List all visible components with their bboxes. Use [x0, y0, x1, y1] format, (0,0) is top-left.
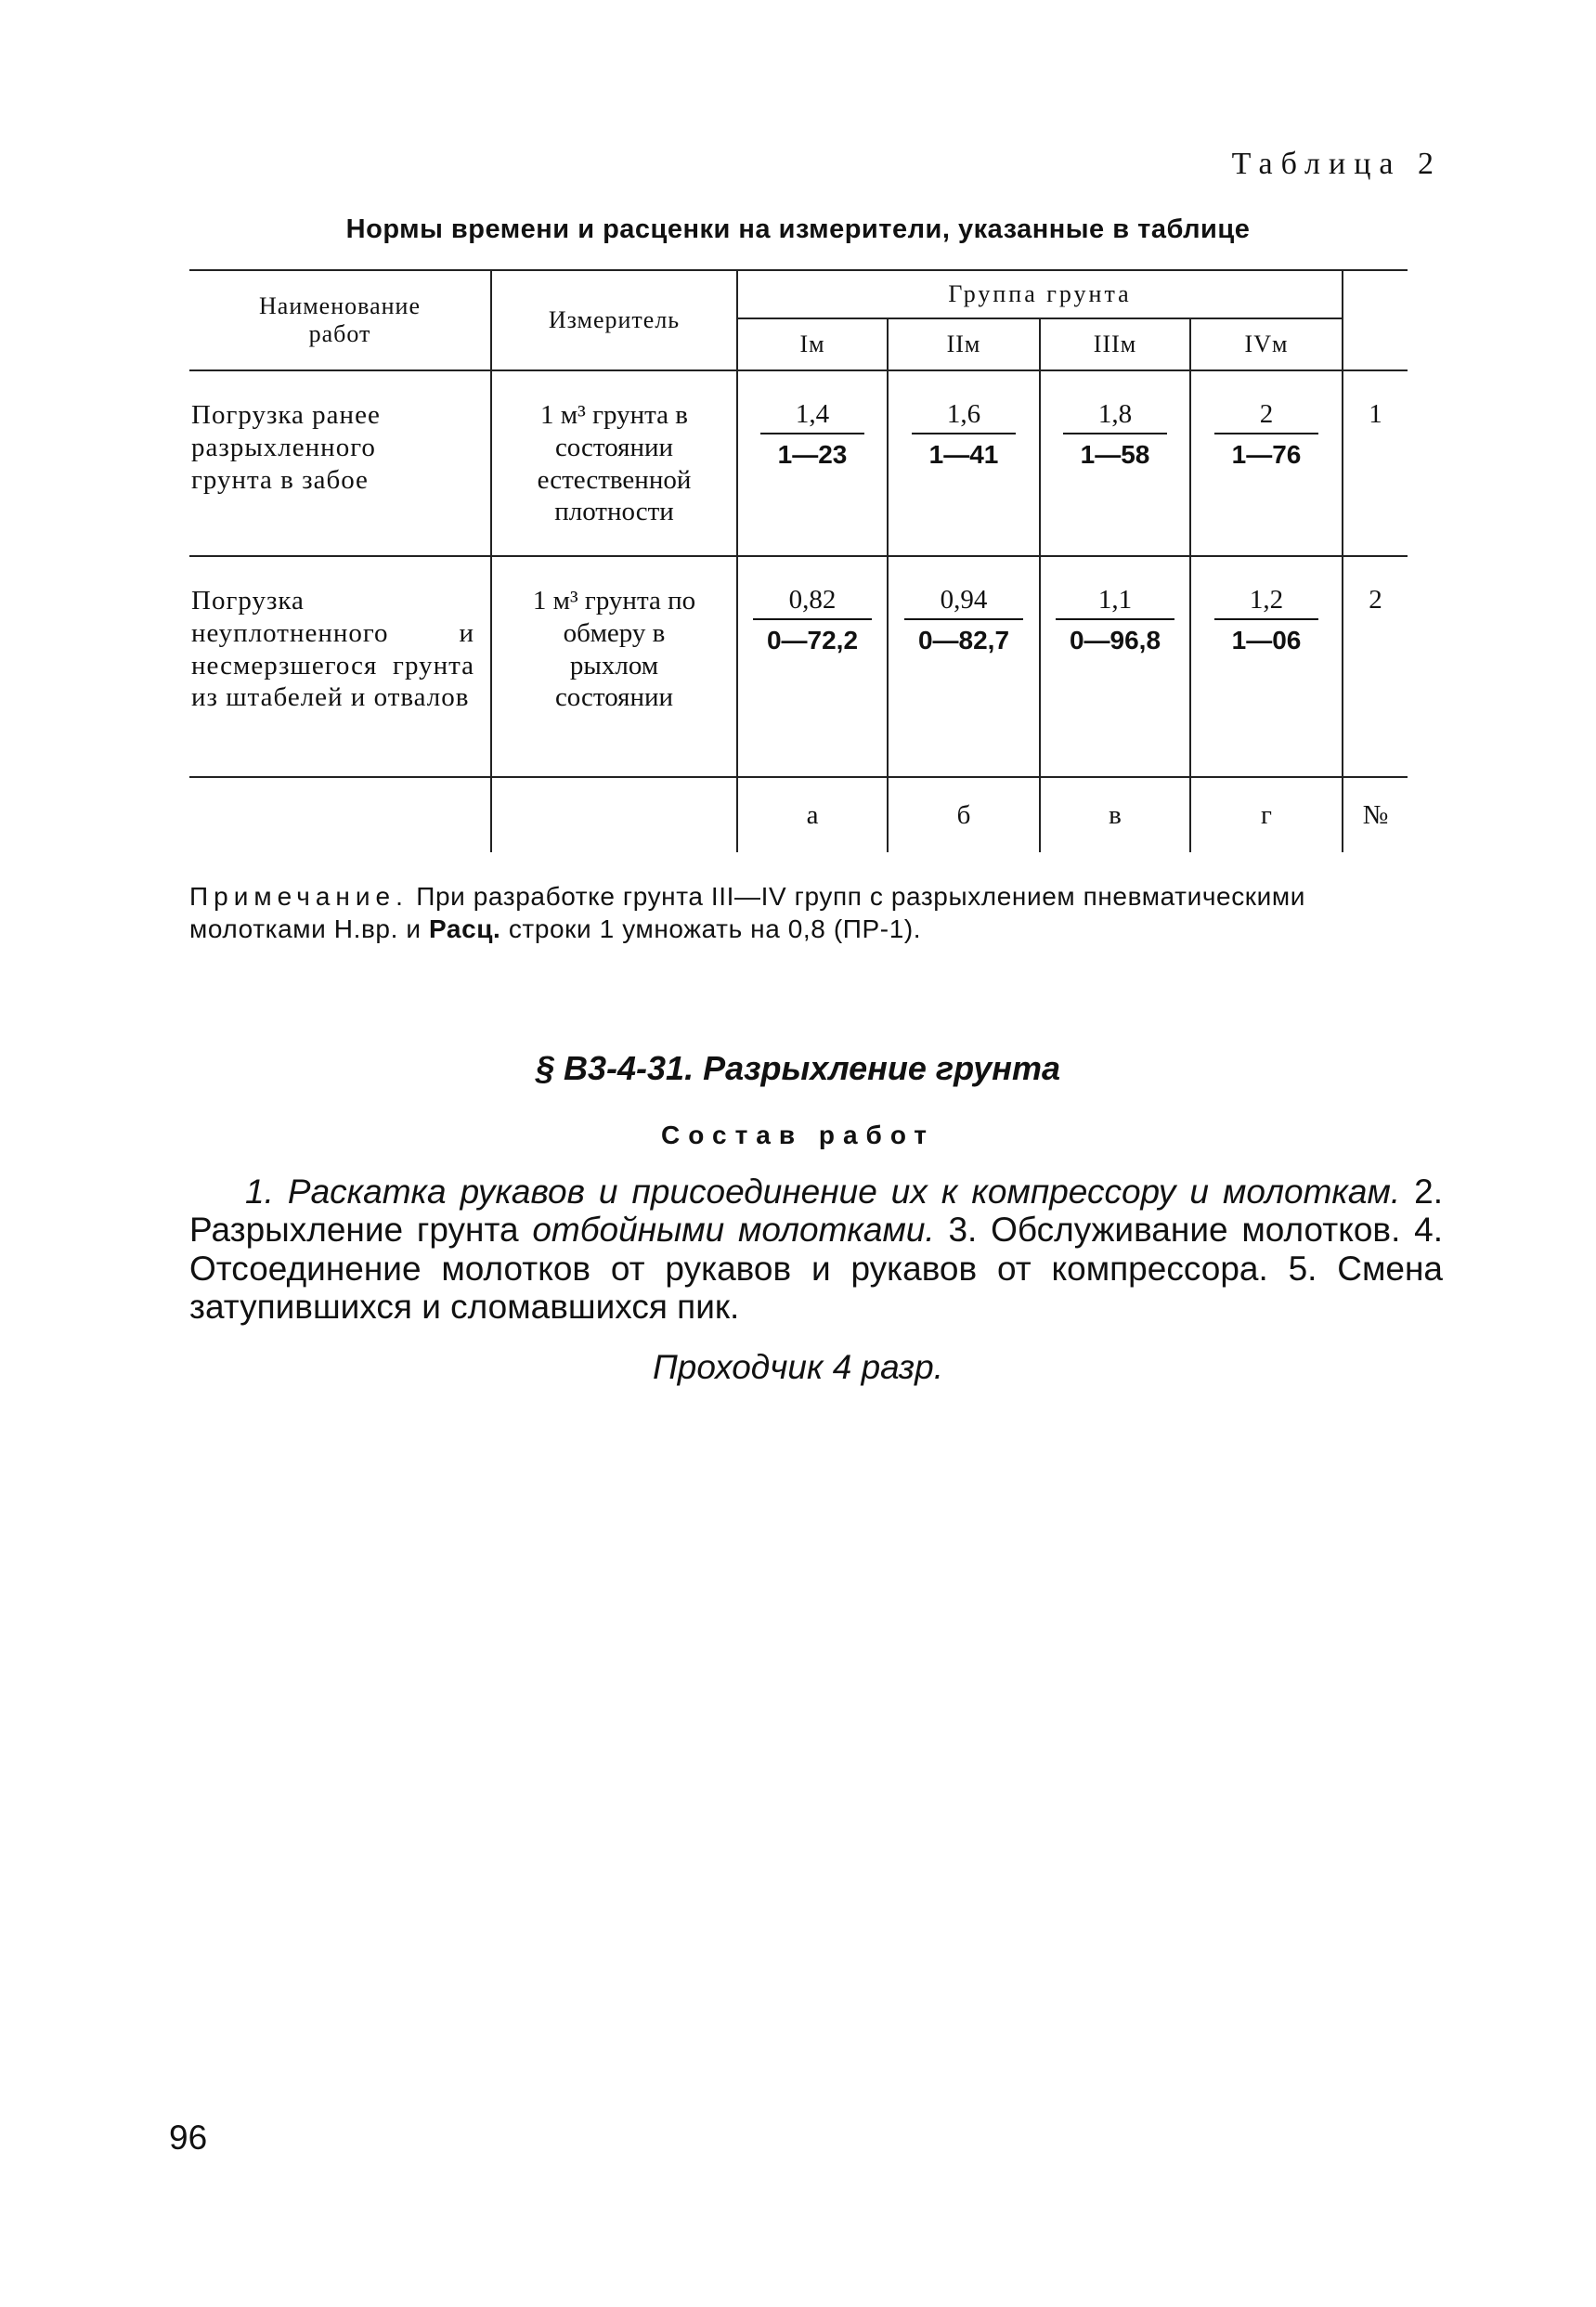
note-text-before: При разработке грунта III—IV групп с разрыхлением пневматическими молотками [189, 882, 1305, 943]
norm-rate-fraction [1056, 585, 1174, 655]
section-title: § В3-4-31. Разрыхление грунта [535, 1049, 1060, 1087]
row-value-cell [888, 556, 1040, 777]
column-letter: а [737, 777, 888, 852]
time-norm: 0,94 [904, 585, 1023, 620]
norm-rate-fraction [760, 399, 864, 470]
norm-rate-fraction [904, 585, 1023, 655]
row-measure: 1 м³ грунта по обмеру в рыхлом состоянии [532, 586, 696, 713]
row-value-cell [737, 556, 888, 777]
norm-rate-fraction [912, 399, 1016, 470]
number-symbol: № [1362, 799, 1389, 830]
header-group-1: Iм [737, 318, 888, 370]
table-note [189, 880, 1408, 945]
row-work-cell [189, 370, 491, 556]
table-row [189, 556, 1408, 777]
rate-value: 1—76 [1231, 440, 1302, 469]
table-row [189, 370, 1408, 556]
row-measure: 1 м³ грунта в состоянии естественной плотности [537, 400, 692, 527]
column-letter: г [1190, 777, 1343, 852]
time-norm: 1,1 [1056, 585, 1174, 620]
time-norm: 1,2 [1214, 585, 1318, 620]
norms-table [189, 269, 1408, 852]
column-letters-row [189, 777, 1408, 852]
page-number: 96 [169, 2119, 208, 2157]
rate-value: 1—23 [777, 440, 848, 469]
rate-value: 0—96,8 [1069, 626, 1161, 655]
row-work-cell [189, 556, 491, 777]
note-label: Примечание. [189, 882, 409, 911]
letters-empty-cell [189, 777, 491, 852]
note-text-after: строки 1 умножать на 0,8 (ПР-1). [500, 914, 922, 943]
row-value-cell [888, 370, 1040, 556]
header-group-3: IIIм [1040, 318, 1190, 370]
row-value-cell [1190, 556, 1343, 777]
row-measure-cell [491, 556, 737, 777]
rate-value: 1—06 [1231, 626, 1302, 655]
time-norm: 2 [1214, 399, 1318, 434]
header-work-label: Наименование работ [259, 292, 421, 347]
header-measure-label: Измеритель [548, 306, 681, 334]
time-norm: 1,4 [760, 399, 864, 434]
header-soil-group [737, 270, 1343, 318]
time-norm: 1,8 [1063, 399, 1167, 434]
worker-grade: Проходчик 4 разр. [652, 1348, 943, 1386]
time-norm: 1,6 [912, 399, 1016, 434]
row-number: 1 [1343, 370, 1408, 556]
header-num [1343, 270, 1408, 370]
row-value-cell [1190, 370, 1343, 556]
row-value-cell [1040, 370, 1190, 556]
rate-value: 0—72,2 [766, 626, 859, 655]
norm-rate-fraction [1214, 399, 1318, 470]
note-and: и [397, 914, 429, 943]
norm-rate-fraction [753, 585, 872, 655]
row-number: 2 [1343, 556, 1408, 777]
note-rasc: Расц. [428, 914, 501, 943]
column-letter: в [1040, 777, 1190, 852]
rate-value: 1—58 [1080, 440, 1150, 469]
column-letter: б [888, 777, 1040, 852]
norm-rate-fraction [1214, 585, 1318, 655]
row-work-name: Погрузка неуплотненного и несмерзшегося грунта из штабелей и отвалов [191, 586, 474, 713]
time-norm: 0,82 [753, 585, 872, 620]
header-group-2: IIм [888, 318, 1040, 370]
row-work-name: Погрузка ранее разрыхленного грунта в забое [191, 400, 381, 495]
row-measure-cell [491, 370, 737, 556]
norm-rate-fraction [1063, 399, 1167, 470]
letters-empty-cell [491, 777, 737, 852]
composition-part-2: 2. Разрыхление грунта [189, 1173, 1444, 1250]
row-value-cell [1040, 556, 1190, 777]
note-hvr: Н.вр. [333, 914, 398, 943]
composition-heading: Состав работ [661, 1121, 935, 1149]
composition-part-1: 1. Раскатка рукавов и присоединение их к компрессору и молоткам. [245, 1173, 1401, 1211]
table-label: Таблица 2 [1231, 147, 1442, 181]
header-group-4: IVм [1190, 318, 1343, 370]
composition-part-4: 3. Обслуживание молотков. 4. Отсоединение молотков от рукавов и рукавов от компрессора. 5. Смена затупившихся и сломавшихся пик. [189, 1211, 1443, 1327]
row-value-cell [737, 370, 888, 556]
header-measure [491, 270, 737, 370]
rate-value: 1—41 [928, 440, 999, 469]
composition-part-3: отбойными молотками. [532, 1211, 935, 1250]
table-title: Нормы времени и расценки на измерители, указанные в таблице [345, 214, 1251, 244]
rate-value: 0—82,7 [917, 626, 1010, 655]
header-soil-group-label: Группа грунта [948, 280, 1132, 308]
header-work [189, 270, 491, 370]
composition-text [189, 1173, 1443, 1327]
